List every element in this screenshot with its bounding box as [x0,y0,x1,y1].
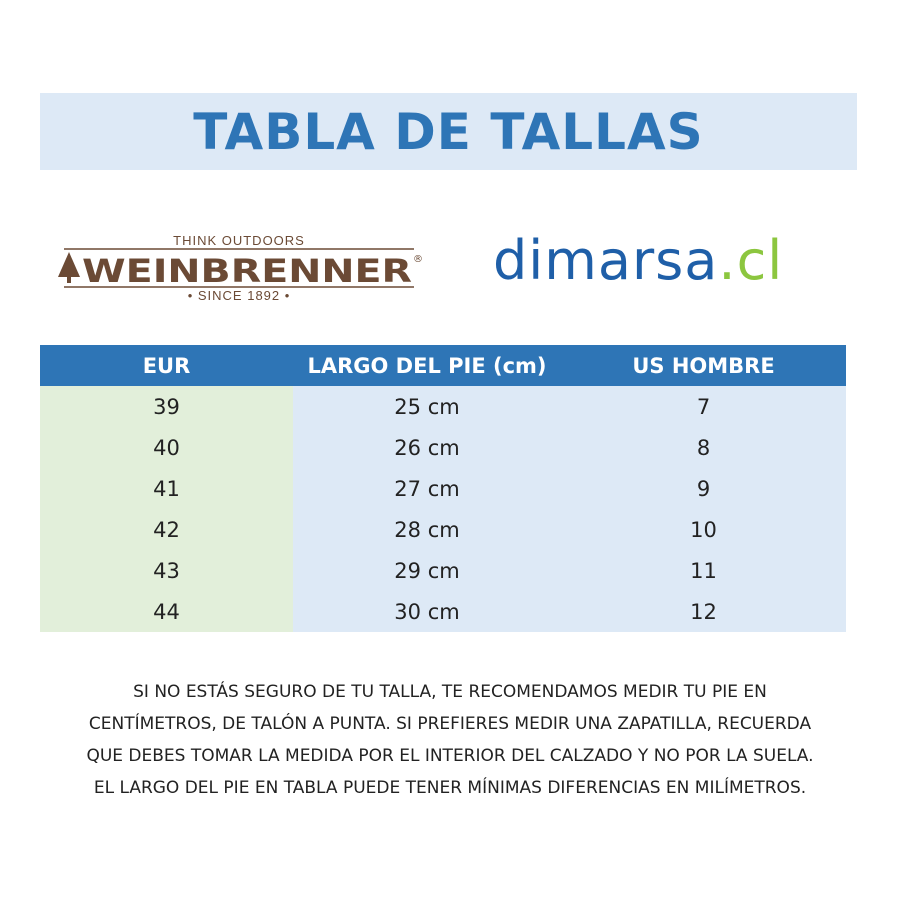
tree-icon [58,252,80,283]
weinbrenner-tagline-top: THINK OUTDOORS [173,233,305,248]
table-row [40,427,846,468]
cell-eur: 42 [40,509,293,550]
measurement-note [30,676,870,804]
cell-eur: 39 [40,386,293,427]
note-line: CENTÍMETROS, DE TALÓN A PUNTA. SI PREFIERES MEDIR UNA ZAPATILLA, RECUERDA [88,714,812,734]
table-row [40,468,846,509]
cell-largo: 26 cm [293,427,561,468]
table-row [40,550,846,591]
table-row [40,386,846,427]
page-title: TABLA DE TALLAS [193,102,704,161]
header-eur: EUR [40,345,293,386]
cell-eur: 43 [40,550,293,591]
cell-eur: 40 [40,427,293,468]
cell-largo: 25 cm [293,386,561,427]
table-header-row [40,345,846,386]
weinbrenner-name: WEINBRENNER [82,252,412,290]
dimarsa-brand: dimarsa [493,229,719,292]
registered-mark: ® [413,254,423,265]
note-line: EL LARGO DEL PIE EN TABLA PUEDE TENER MÍNIMAS DIFERENCIAS EN MILÍMETROS. [93,778,807,798]
cell-largo: 29 cm [293,550,561,591]
cell-us: 7 [561,386,846,427]
header-largo-del-pie: LARGO DEL PIE (cm) [293,345,561,386]
note-line: QUE DEBES TOMAR LA MEDIDA POR EL INTERIOR DEL CALZADO Y NO POR LA SUELA. [86,746,814,766]
cell-eur: 41 [40,468,293,509]
title-banner [40,93,857,170]
note-line: SI NO ESTÁS SEGURO DE TU TALLA, TE RECOMENDAMOS MEDIR TU PIE EN [133,682,767,702]
header-us-hombre: US HOMBRE [561,345,846,386]
cell-largo: 27 cm [293,468,561,509]
dimarsa-logo [493,226,823,296]
size-table [40,345,846,632]
cell-us: 10 [561,509,846,550]
table-row [40,591,846,632]
cell-eur: 44 [40,591,293,632]
table-row [40,509,846,550]
cell-us: 9 [561,468,846,509]
weinbrenner-tagline-bottom: • SINCE 1892 • [187,288,291,303]
cell-largo: 28 cm [293,509,561,550]
weinbrenner-logo [58,232,423,303]
cell-us: 12 [561,591,846,632]
cell-us: 8 [561,427,846,468]
cell-largo: 30 cm [293,591,561,632]
cell-us: 11 [561,550,846,591]
dimarsa-tld: .cl [718,229,784,292]
